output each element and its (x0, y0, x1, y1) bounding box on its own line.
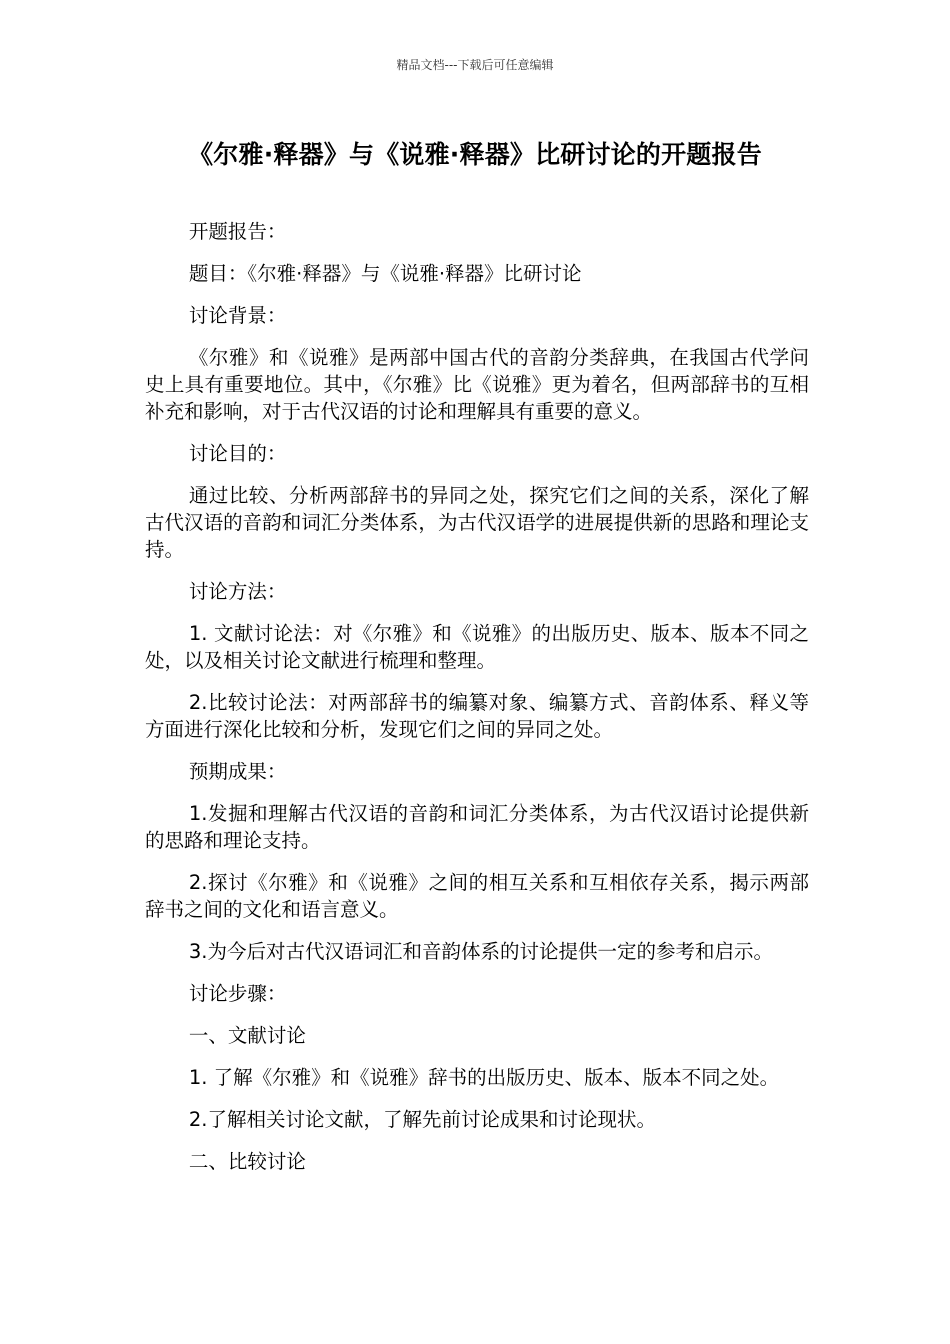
page-header: 精品文档---下载后可任意编辑 (396, 58, 554, 72)
purpose-paragraph: 通过比较、分析两部辞书的异同之处，探究它们之间的关系，深化了解古代汉语的音韵和词汇分类体系，为古代汉语学的进展提供新的思路和理论支持。 (145, 484, 809, 561)
document-title: 《尔雅·释器》与《说雅·释器》比研讨论的开题报告 (188, 140, 762, 169)
topic-line: 题目：《尔雅·释器》与《说雅·释器》比研讨论 (188, 262, 582, 285)
section-label-purpose: 讨论目的： (188, 442, 287, 465)
section-label-background: 讨论背景： (188, 304, 287, 327)
method-item-2: 2.比较讨论法：对两部辞书的编纂对象、编纂方式、音韵体系、释义等方面进行深化比较和分析，发现它们之间的异同之处。 (145, 691, 809, 741)
section-label-steps: 讨论步骤： (188, 982, 287, 1005)
section-label-outcomes: 预期成果： (188, 760, 287, 783)
step-heading-2: 二、比较讨论 (188, 1150, 306, 1173)
background-paragraph: 《尔雅》和《说雅》是两部中国古代的音韵分类辞典，在我国古代学问史上具有重要地位。其中，《尔雅》比《说雅》更为着名，但两部辞书的互相补充和影响，对于古代汉语的讨论和理解具有重要的意义。 (145, 346, 809, 423)
step-heading-1: 一、文献讨论 (188, 1024, 306, 1047)
section-label-report: 开题报告： (188, 220, 287, 243)
step-item-2: 2.了解相关讨论文献，了解先前讨论成果和讨论现状。 (188, 1108, 656, 1131)
document-body (145, 218, 809, 1190)
method-item-1: 1. 文献讨论法：对《尔雅》和《说雅》的出版历史、版本、版本不同之处，以及相关讨论文献进行梳理和整理。 (145, 622, 809, 672)
step-item-1: 1. 了解《尔雅》和《说雅》辞书的出版历史、版本、版本不同之处。 (188, 1066, 780, 1089)
outcome-item-1: 1.发掘和理解古代汉语的音韵和词汇分类体系，为古代汉语讨论提供新的思路和理论支持。 (145, 802, 809, 852)
section-label-methods: 讨论方法： (188, 580, 287, 603)
outcome-item-2: 2.探讨《尔雅》和《说雅》之间的相互关系和互相依存关系，揭示两部辞书之间的文化和语言意义。 (145, 871, 809, 921)
outcome-item-3: 3.为今后对古代汉语词汇和音韵体系的讨论提供一定的参考和启示。 (188, 940, 773, 963)
